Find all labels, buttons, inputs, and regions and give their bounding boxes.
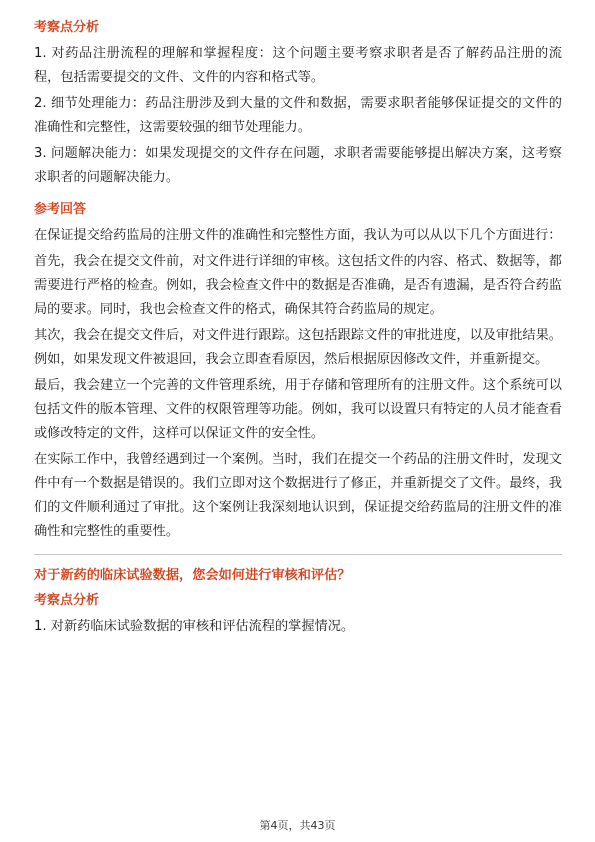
question-heading: 对于新药的临床试验数据，您会如何进行审核和评估？ [34,568,351,583]
section-title-reference-answer: 参考回答 [34,202,87,217]
section-title-analysis-2: 考察点分析 [34,593,100,608]
analysis-item: 2. 细节处理能力：药品注册涉及到大量的文件和数据，需要求职者能够保证提交的文件的准确性和完整性，这需要较强的细节处理能力。 [34,96,562,135]
answer-paragraph: 首先，我会在提交文件前，对文件进行详细的审核。这包括文件的内容、格式、数据等，都需要进行严格的检查。例如，我会检查文件中的数据是否准确，是否有遗漏，是否符合药监局的要求。同时，我也会检查文件的格式，确保其符合药监局的规定。 [34,254,562,317]
analysis-item: 1. 对药品注册流程的理解和掌握程度：这个问题主要考察求职者是否了解药品注册的流程，包括需要提交的文件、文件的内容和格式等。 [34,46,562,85]
answer-paragraph: 最后，我会建立一个完善的文件管理系统，用于存储和管理所有的注册文件。这个系统可以包括文件的版本管理、文件的权限管理等功能。例如，我可以设置只有特定的人员才能查看或修改特定的文件，这样可以保证文件的安全性。 [34,378,562,441]
section-title-analysis: 考察点分析 [34,20,100,35]
answer-paragraph: 在保证提交给药监局的注册文件的准确性和完整性方面，我认为可以从以下几个方面进行： [34,228,562,243]
answer-paragraph: 在实际工作中，我曾经遇到过一个案例。当时，我们在提交一个药品的注册文件时，发现文件中有一个数据是错误的。我们立即对这个数据进行了修正，并重新提交了文件。最终，我们的文件顺利通过了审批。这个案例让我深刻地认识到，保证提交给药监局的注册文件的准确性和完整性的重要性。 [34,452,562,539]
answer-paragraph: 其次，我会在提交文件后，对文件进行跟踪。这包括跟踪文件的审批进度，以及审批结果。例如，如果发现文件被退回，我会立即查看原因，然后根据原因修改文件，并重新提交。 [34,328,562,367]
document-page [34,18,562,641]
analysis-item: 1. 对新药临床试验数据的审核和评估流程的掌握情况。 [34,619,355,634]
section-divider [34,554,562,555]
analysis-item: 3. 问题解决能力：如果发现提交的文件存在问题，求职者需要能够提出解决方案，这考察求职者的问题解决能力。 [34,146,562,185]
page-number-footer: 第4页，共43页 [259,819,336,832]
